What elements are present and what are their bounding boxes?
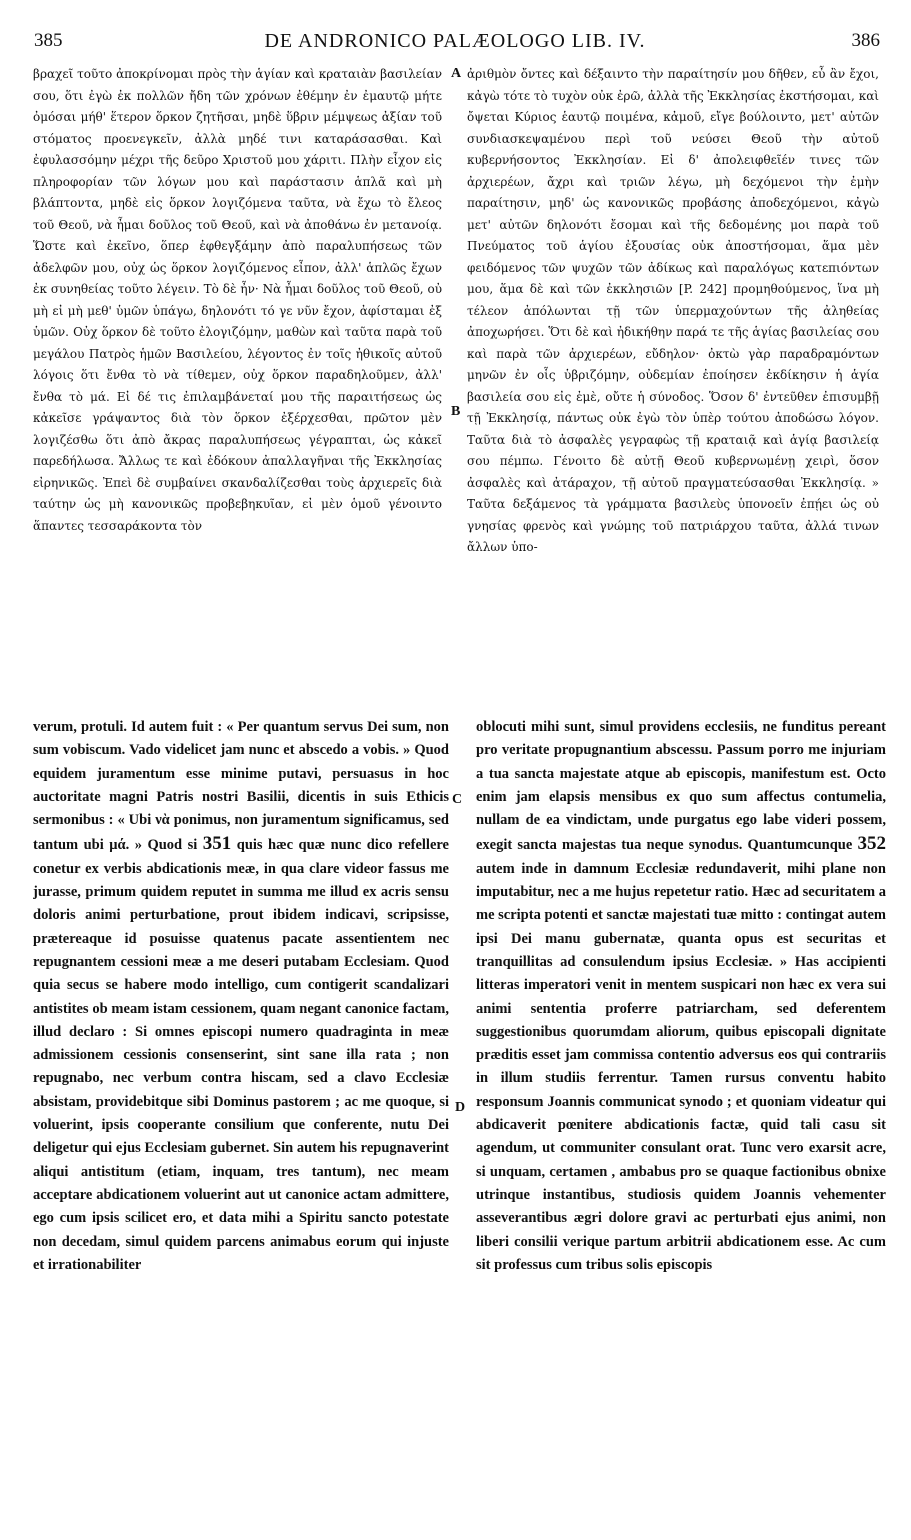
margin-marker-a: A xyxy=(451,66,462,81)
margin-marker-d: D xyxy=(455,1100,466,1115)
column-number-351: 351 xyxy=(202,833,232,855)
margin-marker-c: C xyxy=(452,792,463,807)
column-number-352: 352 xyxy=(857,833,886,855)
greek-column-right xyxy=(467,64,879,684)
latin-text-right-part2: autem inde in damnum Ecclesiæ redundaverit, mihi plane non imputabitur, nec a me hujus repetetur ratio. Hæc ad securitatem a me scripta potenti et sanctæ majestati tuæ mitto : contingat autem ipsi Dei manu gubernatæ, quanta opus est securitas et tranquillitas ad consulendum ipsius Ecclesiæ. » Has accipienti litteras imperatori venit in mentem suspicari non hæc ex vera sui animi sententia proferre patriarcham, sed deferentem suggestionibus quorumdam aliorum, quibus episcopali dignitate præditis esset jam commissa contentio adversus eos qui contrariis in illum studiis ferrentur. Tamen rursus conventu habito responsum Joannis communicat synodo ; et quoniam videatur qui abdicaverit pœnitere abdicationis factæ, quid tali casu sit agendum, ut communiter consulant orat. Tunc vero exarsit acre, si unquam, certamen , ambabus pro se quaque factionibus obnixe utrinque instantibus, studiosis quidem Joannis vehementer asseverantibus ægri dolore gravi ac perturbati ejus animi, non liberi consilii verique partum arbitrii abdicationem esse. Ac cum sit professus cum tribus solis episcopis xyxy=(476,860,886,1273)
running-title: DE ANDRONICO PALÆOLOGO LIB. IV. xyxy=(264,30,646,52)
greek-text-left: βραχεῖ τοῦτο ἀποκρίνομαι πρὸς τὴν ἁγίαν καὶ κραταιὰν βασιλείαν σου, ὅτι ἐγὼ ἐκ πολλῶν ἤδη τῶν χρόνων ἐθέμην ἐν ἐμαυτῷ μήτε ὀμόσαι μήθ' ἕτερον ὅρκον ζητῆσαι, μηδὲ ὕβριν μέμψεως ἀξίαν τοῦ στόματος προενεγκεῖν, ἀλλὰ μηδέ τινι καταράσασθαι. Καὶ ἐφυλασσόμην μέχρι τῆς δεῦρο Χριστοῦ μου χάριτι. Πλὴν εἶχον εἰς πληροφορίαν τῶν λόγων μου καὶ παράστασιν ἁπλᾶ καὶ μὴ βλάπτοντα, μηδὲ εἰς ὅρκον λογιζόμενα ταῦτα, νὰ ἔχω τὸ ἔλεος τοῦ Θεοῦ, νὰ ἦμαι δοῦλος τοῦ Θεοῦ, καὶ νὰ ἀποθάνω ἐν μετανοίᾳ. Ὥστε καὶ ἐκεῖνο, ὅπερ ἐφθεγξάμην ἀπὸ παραλυπήσεως τῶν ἀδελφῶν μου, οὐχ ὡς ὅρκον λογιζόμενος εἶπον, ἀλλ' ἁπλῶς ἔχων ἐκ συνηθείας τοῦτο λέγειν. Τὸ δὲ ἦν· Νὰ ἦμαι δοῦλος τοῦ Θεοῦ, οὐ μὴ εἰ μὴ μεθ' ὑμῶν ὑπάγω, δηλονότι τό γε νῦν ἔχον, ἀφίσταμαι ἐξ ὑμῶν. Οὐχ ὅρκον δὲ τοῦτο ἐλογιζόμην, μαθὼν καὶ ταῦτα παρὰ τοῦ μεγάλου Πατρὸς ἡμῶν Βασιλείου, λέγοντος ἐν τοῖς ἠθικοῖς αὐτοῦ λόγοις ὅτι ἔνθα τὸ νὰ τίθεμεν, οὐχ ὅρκον παραδηλοῦμεν, ἀλλ' ἔνθα τὸ μά. Εἰ δέ τις ἐπιλαμβάνεταί μου τῆς παραιτήσεως ὡς κἀκεῖσε γράψαντος διὰ τὸν ὅρκον ἐξέρχεσθαι, πρῶτον μὲν λογιζέσθω ὅτι ἀπὸ ἄκρας παραλυπήσεως γέγραπται, ὡς κἀκεῖ παρεδήλωσα. Ἄλλως τε καὶ ἐδόκουν ἀπαλλαγῆναι τῆς Ἐκκλησίας εἰρηνικῶς. Ἐπεὶ δὲ συμβαίνει σκανδαλίζεσθαι τοὺς ἀρχιερεῖς διὰ ταύτην ὡς μὴ κανονικῶς προβεβηκυῖαν, εἰ μὲν ὁμοῦ γένοιντο ἅπαντες τεσσαράκοντα τὸν xyxy=(33,67,442,533)
latin-text-left-part1: verum, protuli. Id autem fuit : « Per quantum servus Dei sum, non sum vobiscum. Vado videlicet jam nunc et abscedo a vobis. » Quod equidem juramentum esse minime putavi, persuasus in hoc auctoritate magni Patris nostri Basilii, dicentis in suis Ethicis sermonibus : « Ubi νὰ ponimus, non juramentum significamus, sed tantum ubi μά. » Quod si xyxy=(33,719,449,854)
latin-text-right-part1: oblocuti mihi sunt, simul providens ecclesiis, ne funditus pereant pro veritate propugnantium abscessu. Passum porro me injuriam a tua sancta majestate atque ab episcopis, manifestum est. Octo enim jam elapsis mensibus ex quo sum affectus contumelia, nullam de ea vindictam, unde purgatus ego labe videri possem, exegit sancta majestas tua neque synodus. Quantumcunque xyxy=(476,719,886,854)
margin-marker-b: B xyxy=(451,404,461,419)
latin-column-right xyxy=(476,716,886,1516)
latin-column-left xyxy=(33,716,449,1516)
page-number-right: 386 xyxy=(851,30,880,51)
page-header xyxy=(30,30,880,56)
greek-text-right: ἀριθμὸν ὄντες καὶ δέξαιντο τὴν παραίτησίν μου δῆθεν, εὖ ἂν ἔχοι, κἀγὼ τότε τὸ τυχὸν οὐκ ἐρῶ, ἀλλὰ τῆς Ἐκκλησίας ἐκστήσομαι, καὶ ὄψεται Κύριος ἑαυτῷ ποιμένα, κἀμοῦ, εἴγε βούλοιντο, μετ' αὐτῶν συνδιασκεψαμένου περὶ τοῦ νεύσει Θεοῦ τὴν αὐτοῦ κυβερνήσοντος Ἐκκλησίαν. Εἰ δ' ἀπολειφθεῖέν τινες τῶν ἀρχιερέων, ἄχρι καὶ τριῶν λέγω, μὴ δεχόμενοι τὴν ἐμὴν παραίτησιν, μηδ' ὡς κανονικῶς προβάσης ἀποδεχόμενοι, κἀγὼ μετ' αὐτῶν δηλονότι ἔσομαι καὶ τῆς δεδομένης μοι παρὰ τοῦ Πνεύματος τοῦ ἁγίου ἐξουσίας οὐκ ἀποστήσομαι, ἅμα μὲν φειδόμενος τῶν ψυχῶν τῶν ἀδίκως καὶ παραλόγως κατεπιόντων μου, ἅμα δὲ καὶ τῶν ἐκκλησιῶν [P. 242] προμηθούμενος, ἵνα μὴ τέλεον ἀπόλωνται τῇ τῶν ὑπερμαχούντων τῆς ἀληθείας ἀποχωρήσει. Ὅτι δὲ καὶ ἠδικήθην παρά τε τῆς ἁγίας βασιλείας σου καὶ παρὰ τῶν ἀρχιερέων, εὔδηλον· ὀκτὼ γὰρ παραδραμόντων μηνῶν ἐν οἷς ὑβριζόμην, οὐδεμίαν ἐποίησεν ἐκδίκησιν ἡ ἁγία βασιλεία σου εἰς ἐμὲ, οὔτε ἡ σύνοδος. Ὅσον δ' ἐντεῦθεν ἐπισυμβῇ τῇ Ἐκκλησίᾳ, πάντως οὐκ ἐγὼ τὸν ὑπὲρ τούτου ἀποδώσω λόγον. Ταῦτα διὰ τὸ ἀσφαλὲς γεγραφὼς τῇ κραταιᾷ καὶ ἁγίᾳ βασιλείᾳ σου πέμπω. Γένοιτο δὲ αὐτῇ Θεοῦ κυβερνωμένῃ χειρὶ, ὅσον ἀσφαλὲς καὶ ἀτάραχον, τῇ αὐτοῦ πραγματεύσασθαι Ἐκκλησίᾳ. » Ταῦτα δεξάμενος τὰ γράμματα βασιλεὺς ὑπονοεῖν ἐπῄει ὡς οὐ γνησίας φρενὸς καὶ γνώμης τοῦ πατριάρχου ταῦτα, ἀλλά τινων ἄλλων ὑπο- xyxy=(467,67,879,554)
latin-text-left-part2: quis hæc quæ nunc dico refellere conetur ex verbis abdicationis meæ, in qua clare videor fassus me jurasse, primum quidem reputet in summa me illud ex acris sensu doloris animi perturbatione, prout ibidem indicavi, scripsisse, prætereaque id posuisse quatenus pacate assentientem nec repugnantem cessioni meæ a me deseri putabam Ecclesiam. Quod quia secus se habere modo intelligo, cum contigerit scandalizari antistites ob meam istam cessionem, quam negant canonice factam, illud declaro : Si omnes episcopi numero quadraginta in meæ admissionem cessionis consenserint, sint sane illa rata ; non repugnabo, nec verbum contra hiscam, sed a clavo Ecclesiæ absistam, providebitque sibi Dominus pastorem ; ac me quoque, si voluerint, ipsis cooperante consilium que conferente, nutu Dei deligetur qui ejus Ecclesiam gubernet. Sin autem his repugnaverint aliqui antistitum (etiam, inquam, tres tantum), nec meam acceptare abdicationem voluerint aut ut canonice actam admittere, ego cum ipsis scilicet ero, et data mihi a Spiritu sancto potestate non decedam, simul quidem parcens animabus eorum qui injuste et irrationabiliter xyxy=(33,837,449,1273)
latin-paragraph-right xyxy=(476,716,886,1277)
latin-paragraph-left xyxy=(33,716,449,1277)
page-number-left: 385 xyxy=(34,30,63,51)
greek-column-left xyxy=(33,64,442,684)
